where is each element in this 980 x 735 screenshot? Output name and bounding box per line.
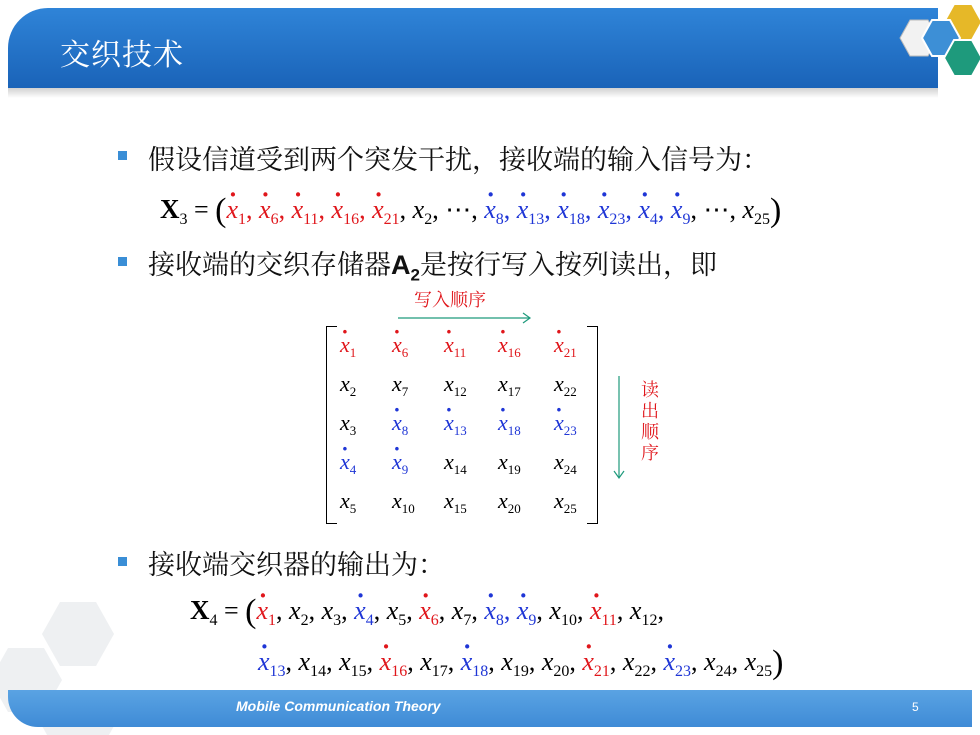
read-order-char: 出	[641, 401, 659, 422]
matrix-cell: $x_{22}$	[554, 371, 577, 399]
matrix-cell: $x_{20}$	[498, 488, 521, 516]
bullet-2-pre: 接收端的交织存储器	[148, 250, 391, 281]
page-number: 5	[912, 700, 919, 714]
matrix-cell: · $x_{21}$	[554, 332, 577, 361]
matrix-cell: · $x_6$	[392, 332, 408, 361]
matrix-cell: $x_{10}$	[392, 488, 415, 516]
x4-lhs: X	[190, 595, 210, 625]
matrix-cell: · $x_4$	[340, 449, 356, 478]
matrix-cell: · $x_8$	[392, 410, 408, 439]
matrix-cell: $x_2$	[340, 371, 357, 399]
read-order-char: 顺	[641, 422, 659, 443]
matrix-cell: · $x_9$	[392, 449, 408, 478]
bullet-2-sub: 2	[410, 265, 420, 285]
x3-lhs-sub: 3	[179, 211, 188, 228]
matrix-cell: $x_{24}$	[554, 449, 577, 477]
read-order-label	[641, 380, 659, 464]
footer-course-title: Mobile Communication Theory	[236, 698, 441, 714]
bullet-2-post: 是按行写入按列读出，即	[419, 250, 717, 281]
x3-formula: $X_3$ = (· $x_1$, · $x_6$, · $x_{11}$, · $x_{16}$, · $x_{21}$, $x_2$, ⋯, · $x_8$, · $x_{13}$, · $x_{18}$, · $x_{23}$, · $x_4$, · $x_9$, ⋯, $x_{25}$)	[160, 192, 781, 230]
matrix-cell: $x_{15}$	[444, 488, 467, 516]
read-order-char: 读	[641, 380, 659, 401]
read-order-char: 序	[641, 443, 659, 464]
bullet-2-bold: A	[391, 250, 411, 280]
bullet-marker	[118, 257, 127, 266]
x4-formula-line2: · $x_{13}$, $x_{14}$, $x_{15}$, · $x_{16}$, $x_{17}$, · $x_{18}$, $x_{19}$, $x_{20}$, · $x_{21}$, $x_{22}$, · $x_{23}$, $x_{24}$, $x_{25}$)	[258, 644, 783, 682]
hexagon-logo-icon	[860, 0, 980, 100]
matrix-cell: · $x_{13}$	[444, 410, 467, 439]
bullet-3-text: 接收端交织器的输出为：	[148, 550, 445, 581]
matrix-cell: $x_5$	[340, 488, 357, 516]
matrix-cell: $x_7$	[392, 371, 409, 399]
title-bar	[8, 8, 938, 88]
matrix-cell: · $x_{18}$	[498, 410, 521, 439]
bullet-2-text	[148, 243, 717, 285]
bullet-marker	[118, 557, 127, 566]
matrix-cell: · $x_{23}$	[554, 410, 577, 439]
matrix-cell: $x_{14}$	[444, 449, 467, 477]
bullet-marker	[118, 151, 127, 160]
matrix-cell: · $x_{16}$	[498, 332, 521, 361]
interleaver-matrix	[326, 326, 598, 522]
x4-formula-line1: $X_4$ = (· $x_1$, $x_2$, $x_3$, · $x_4$, $x_5$, · $x_6$, $x_7$, · $x_8$, · $x_9$, $x_{10}$, · $x_{11}$, $x_{12}$,	[190, 593, 664, 631]
matrix-cell: · $x_{11}$	[444, 332, 466, 361]
x4-lhs-sub: 4	[209, 612, 218, 629]
bullet-1-text: 假设信道受到两个突发干扰，接收端的输入信号为：	[148, 145, 769, 176]
matrix-cell: $x_{12}$	[444, 371, 467, 399]
write-order-label: 写入顺序	[414, 290, 486, 311]
matrix-cell: $x_{25}$	[554, 488, 577, 516]
matrix-cell: $x_{19}$	[498, 449, 521, 477]
matrix-cell: · $x_1$	[340, 332, 356, 361]
slide-title: 交织技术	[60, 38, 184, 73]
read-order-arrow-icon	[612, 374, 626, 484]
title-bar-shadow	[8, 88, 938, 98]
matrix-right-bracket	[587, 326, 598, 524]
matrix-left-bracket	[326, 326, 337, 524]
matrix-cell: $x_{17}$	[498, 371, 521, 399]
matrix-cell: $x_3$	[340, 410, 357, 438]
x3-lhs: X	[160, 194, 180, 224]
write-order-arrow-icon	[396, 311, 536, 325]
footer-bar	[8, 690, 972, 727]
